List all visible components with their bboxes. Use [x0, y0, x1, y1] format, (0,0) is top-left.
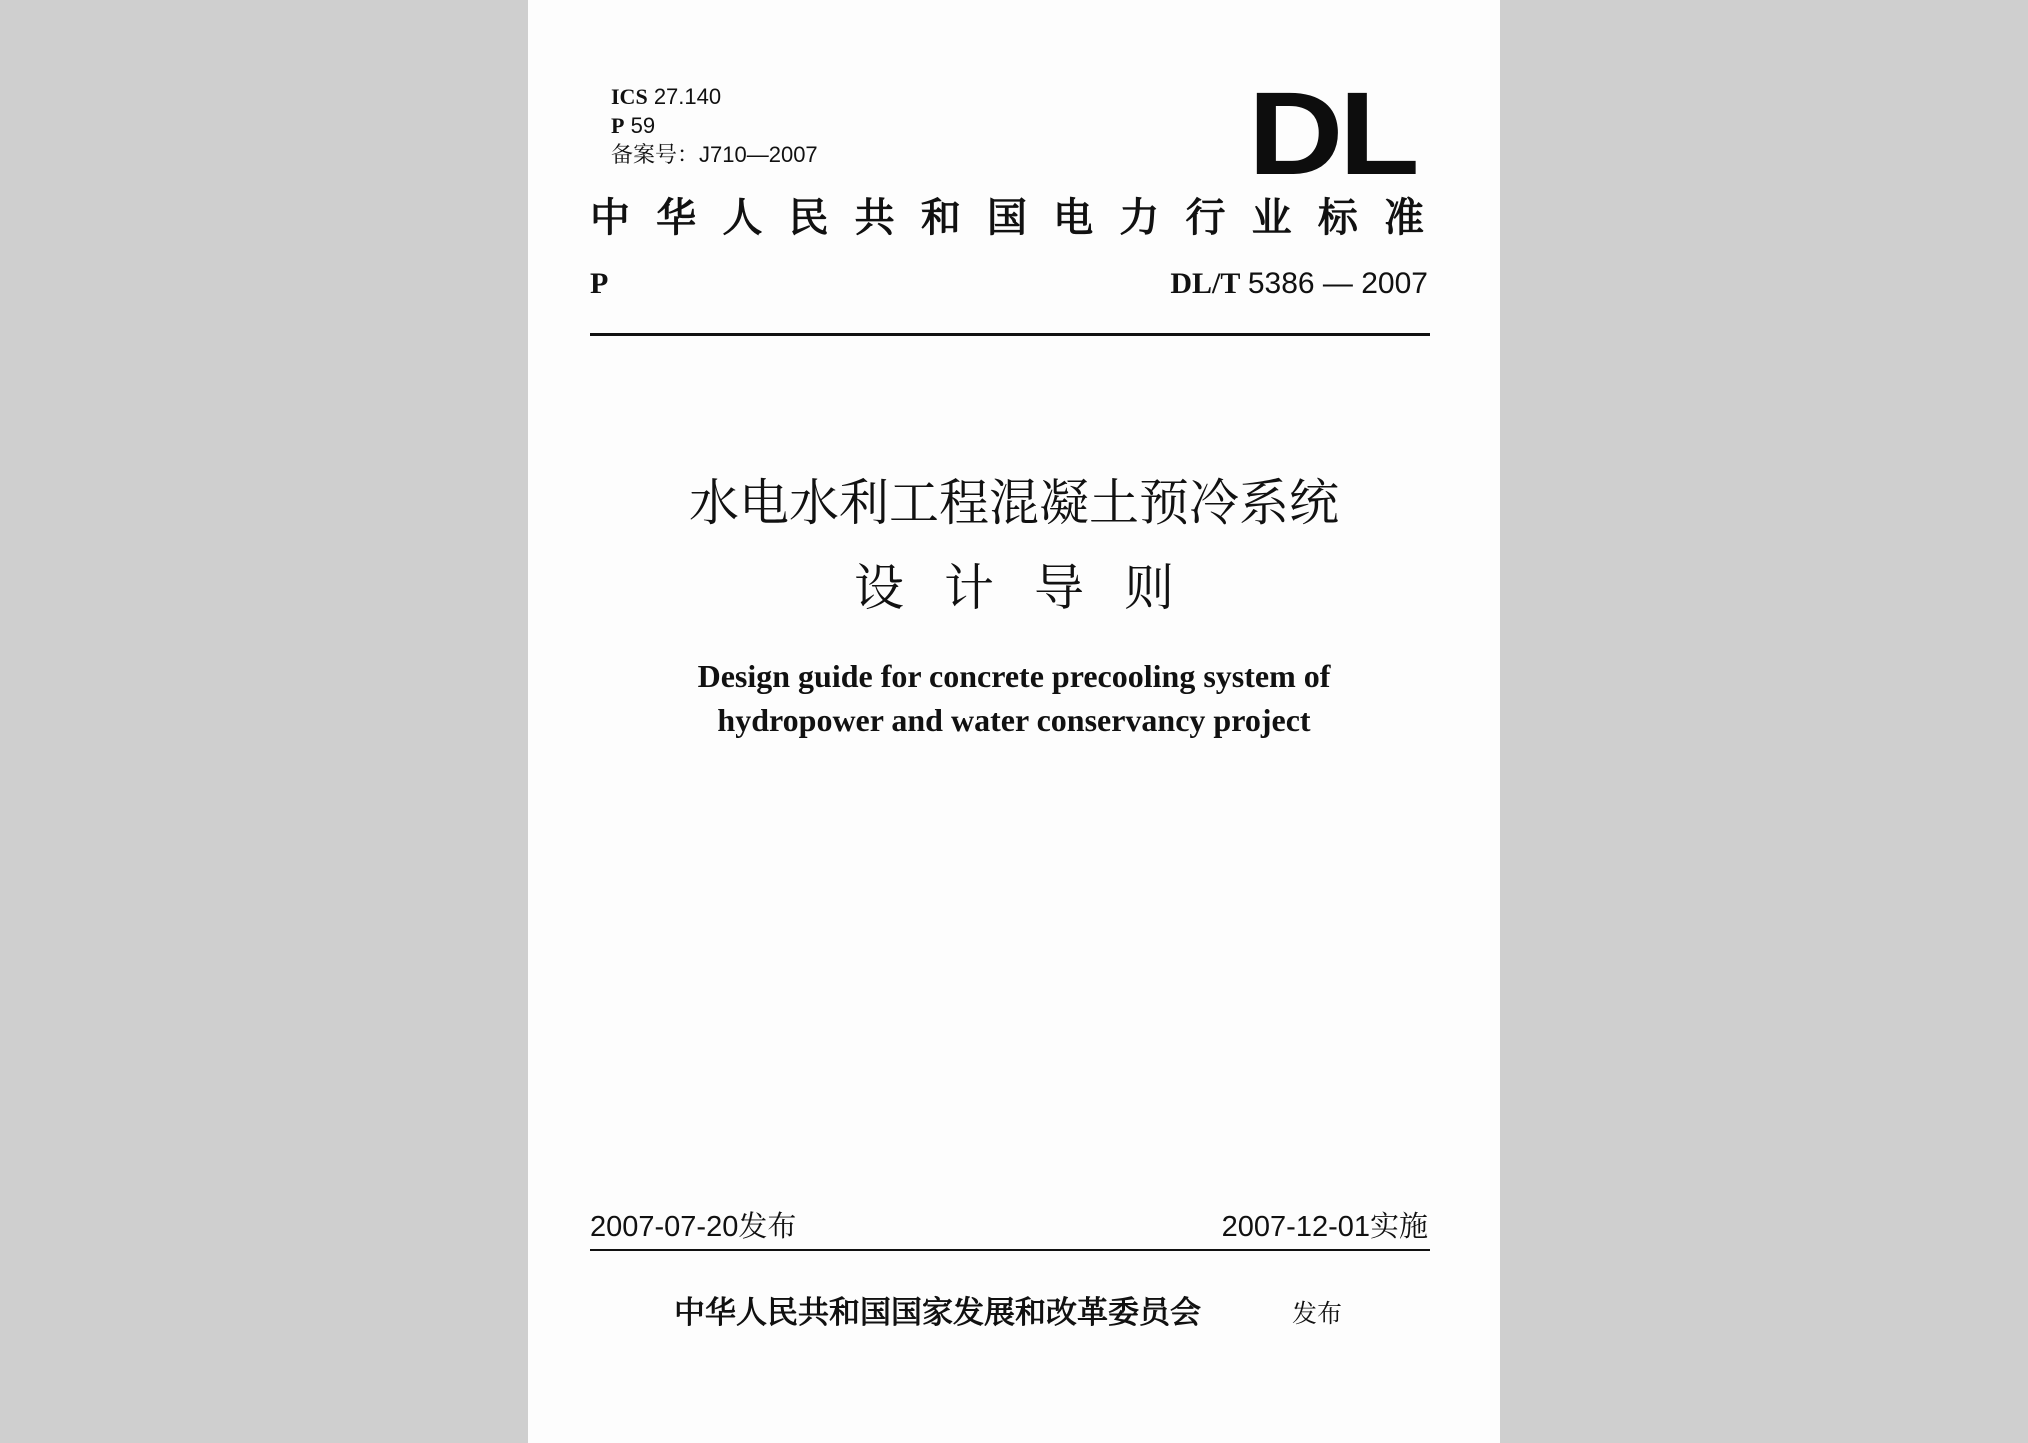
publish-word: 发布 [1292, 1299, 1343, 1328]
p-label: P [611, 113, 625, 138]
standard-category: P [590, 267, 609, 300]
title-english-line2: hydropower and water conservancy project [717, 702, 1311, 738]
p-line [611, 113, 655, 139]
ics-value: 27.140 [653, 84, 722, 109]
bottom-rule [590, 1249, 1430, 1251]
top-rule [590, 333, 1430, 336]
ics-line [611, 84, 721, 110]
publisher: 中华人民共和国国家发展和改革委员会 [674, 1295, 1201, 1331]
standard-organization: 中华人民共和国电力行业标准 [590, 194, 1436, 241]
document-page [528, 0, 1500, 1443]
standard-number-prefix: DL/T [1170, 267, 1241, 300]
p-value: 59 [630, 113, 656, 138]
dl-logo: DL [1248, 90, 1416, 178]
title-chinese-line1: 水电水利工程混凝土预冷系统 [689, 474, 1339, 532]
standard-number-rest: 5386 — 2007 [1247, 267, 1428, 300]
standard-number [1170, 264, 1428, 304]
title-chinese-line2: 设计导则 [854, 559, 1214, 617]
implementation-date: 2007-12-01实施 [1221, 1211, 1428, 1243]
ics-label: ICS [611, 84, 648, 109]
record-value: J710—2007 [699, 142, 818, 167]
title-english-line1: Design guide for concrete precooling system of [697, 658, 1331, 694]
record-label: 备案号： [611, 142, 700, 167]
issue-date: 2007-07-20发布 [590, 1211, 797, 1243]
record-line [611, 142, 818, 168]
